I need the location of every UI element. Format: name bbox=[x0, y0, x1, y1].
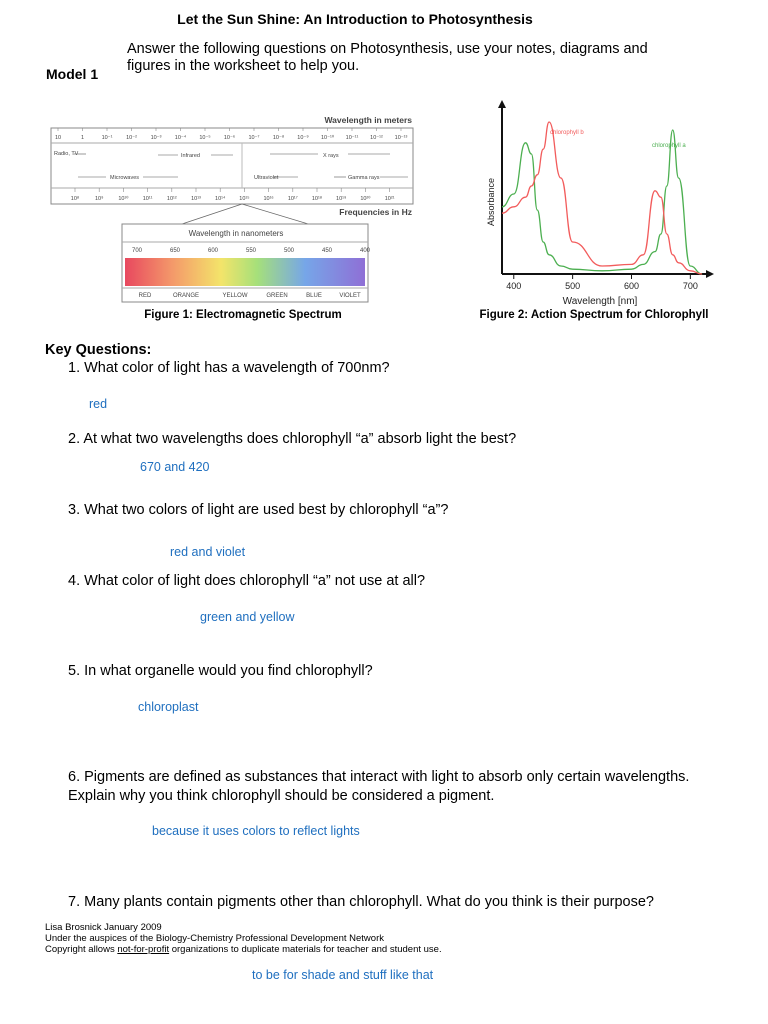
freq-tick-0: 10⁸ bbox=[70, 196, 80, 202]
microwaves-label: Microwaves bbox=[110, 175, 140, 181]
radio-tv-label: Radio, TV bbox=[54, 151, 79, 157]
color-label-red: RED bbox=[138, 293, 152, 299]
chlorophyll-b-label: chlorophyll b bbox=[550, 130, 584, 136]
freq-tick-5: 10¹³ bbox=[191, 196, 201, 202]
meter-tick-7: 10⁻⁶ bbox=[223, 135, 236, 141]
answer-5: chloroplast bbox=[138, 700, 199, 714]
x-tick-700: 700 bbox=[682, 281, 698, 291]
freq-tick-12: 10²⁰ bbox=[360, 196, 371, 202]
meter-tick-14: 10⁻¹³ bbox=[394, 135, 408, 141]
key-questions-heading: Key Questions: bbox=[45, 342, 152, 358]
freq-tick-1: 10⁹ bbox=[94, 196, 104, 202]
answer-3: red and violet bbox=[170, 545, 246, 559]
answer-2: 670 and 420 bbox=[140, 460, 210, 474]
action-spectrum-chart bbox=[480, 96, 720, 310]
figure1-caption: Figure 1: Electromagnetic Spectrum bbox=[144, 309, 342, 321]
x-axis-label: Wavelength [nm] bbox=[562, 296, 638, 307]
model-label: Model 1 bbox=[46, 66, 99, 82]
question-4: 4. What color of light does chlorophyll “a” not use at all? bbox=[68, 573, 426, 589]
freq-tick-9: 10¹⁷ bbox=[287, 196, 298, 202]
gamma-rays-label: Gamma rays bbox=[348, 175, 380, 181]
color-label-blue: BLUE bbox=[306, 293, 322, 299]
freq-tick-6: 10¹⁴ bbox=[215, 196, 226, 202]
nanometers-title: Wavelength in nanometers bbox=[188, 229, 284, 238]
meter-tick-3: 10⁻² bbox=[126, 135, 137, 141]
meter-tick-2: 10⁻¹ bbox=[101, 135, 113, 141]
question-2: 2. At what two wavelengths does chlorophyll “a” absorb light the best? bbox=[68, 431, 517, 447]
nm-tick-550: 550 bbox=[245, 248, 257, 254]
x-tick-labels bbox=[506, 274, 698, 291]
color-label-violet: VIOLET bbox=[339, 293, 361, 299]
x-axis-arrow bbox=[706, 270, 714, 278]
question-5: 5. In what organelle would you find chlorophyll? bbox=[68, 663, 373, 679]
color-label-yellow: YELLOW bbox=[222, 293, 248, 299]
y-axis-label: Absorbance bbox=[486, 177, 496, 227]
freq-tick-13: 10²¹ bbox=[384, 196, 395, 202]
page-title: Let the Sun Shine: An Introduction to Photosynthesis bbox=[177, 11, 533, 27]
x-rays-label: X rays bbox=[323, 153, 339, 159]
meter-tick-10: 10⁻⁹ bbox=[297, 135, 309, 141]
freq-tick-7: 10¹⁵ bbox=[239, 196, 250, 202]
meter-tick-12: 10⁻¹¹ bbox=[345, 135, 359, 141]
x-tick-500: 500 bbox=[565, 281, 581, 291]
series-line-chlorophyll-a bbox=[502, 130, 702, 274]
answer-4: green and yellow bbox=[200, 610, 295, 624]
question-7: 7. Many plants contain pigments other than chlorophyll. What do you think is their purpose? bbox=[68, 894, 654, 910]
question-1: 1. What color of light has a wavelength of 700nm? bbox=[68, 360, 390, 376]
answer-6: because it uses colors to reflect lights bbox=[152, 824, 360, 838]
nm-tick-400: 400 bbox=[359, 248, 371, 254]
nm-tick-500: 500 bbox=[283, 248, 295, 254]
answer-7: to be for shade and stuff like that bbox=[252, 968, 434, 982]
footer-copyright: Copyright allows not-for-profit organizations to duplicate materials for teacher and student use. bbox=[45, 944, 442, 955]
footer bbox=[45, 922, 442, 955]
nm-tick-450: 450 bbox=[321, 248, 333, 254]
electromagnetic-spectrum-figure bbox=[48, 112, 420, 304]
question-3: 3. What two colors of light are used best by chlorophyll “a”? bbox=[68, 502, 449, 518]
freq-tick-2: 10¹⁰ bbox=[118, 196, 129, 202]
freq-tick-11: 10¹⁹ bbox=[336, 196, 347, 202]
chlorophyll-a-label: chlorophyll a bbox=[652, 143, 686, 149]
footer-author: Lisa Brosnick January 2009 bbox=[45, 922, 162, 933]
meter-tick-11: 10⁻¹⁰ bbox=[320, 135, 335, 141]
freq-tick-10: 10¹⁸ bbox=[311, 196, 323, 202]
meter-tick-0: 10 bbox=[54, 135, 62, 141]
footer-network: Under the auspices of the Biology-Chemistry Professional Development Network bbox=[45, 933, 384, 944]
meter-tick-4: 10⁻³ bbox=[150, 135, 162, 141]
infrared-label: Infrared bbox=[181, 153, 200, 159]
question-6: 6. Pigments are defined as substances that interact with light to absorb only certain wavelengths. Explain why you think chlorophyll should be considered a pigment. bbox=[68, 769, 690, 804]
not-for-profit-link: not-for-profit bbox=[117, 944, 170, 955]
frequency-title: Frequencies in Hz bbox=[339, 207, 412, 217]
freq-tick-4: 10¹² bbox=[166, 196, 177, 202]
ultraviolet-label: Ultraviolet bbox=[254, 175, 279, 181]
color-label-green: GREEN bbox=[266, 293, 288, 299]
answer-1: red bbox=[89, 397, 108, 411]
x-tick-600: 600 bbox=[623, 281, 640, 291]
color-label-orange: ORANGE bbox=[172, 293, 200, 299]
freq-tick-8: 10¹⁶ bbox=[263, 196, 274, 202]
nm-tick-600: 600 bbox=[207, 248, 219, 254]
meter-tick-1: 1 bbox=[80, 135, 85, 141]
nm-tick-650: 650 bbox=[169, 248, 181, 254]
x-tick-400: 400 bbox=[506, 281, 522, 291]
freq-tick-3: 10¹¹ bbox=[142, 196, 153, 202]
nm-tick-700: 700 bbox=[131, 248, 143, 254]
meter-tick-9: 10⁻⁸ bbox=[272, 135, 285, 141]
wavelength-meters-title: Wavelength in meters bbox=[324, 115, 412, 125]
meter-tick-6: 10⁻⁵ bbox=[199, 135, 211, 141]
meter-tick-8: 10⁻⁷ bbox=[248, 135, 260, 141]
y-axis-arrow bbox=[498, 100, 506, 108]
meter-tick-5: 10⁻⁴ bbox=[174, 135, 187, 141]
visible-spectrum-bar bbox=[125, 258, 365, 286]
intro-text: Answer the following questions on Photosynthesis, use your notes, diagrams and figures in the worksheet to help you. bbox=[127, 41, 648, 74]
figure2-caption: Figure 2: Action Spectrum for Chlorophyll bbox=[479, 309, 709, 321]
meter-tick-13: 10⁻¹² bbox=[370, 135, 383, 141]
